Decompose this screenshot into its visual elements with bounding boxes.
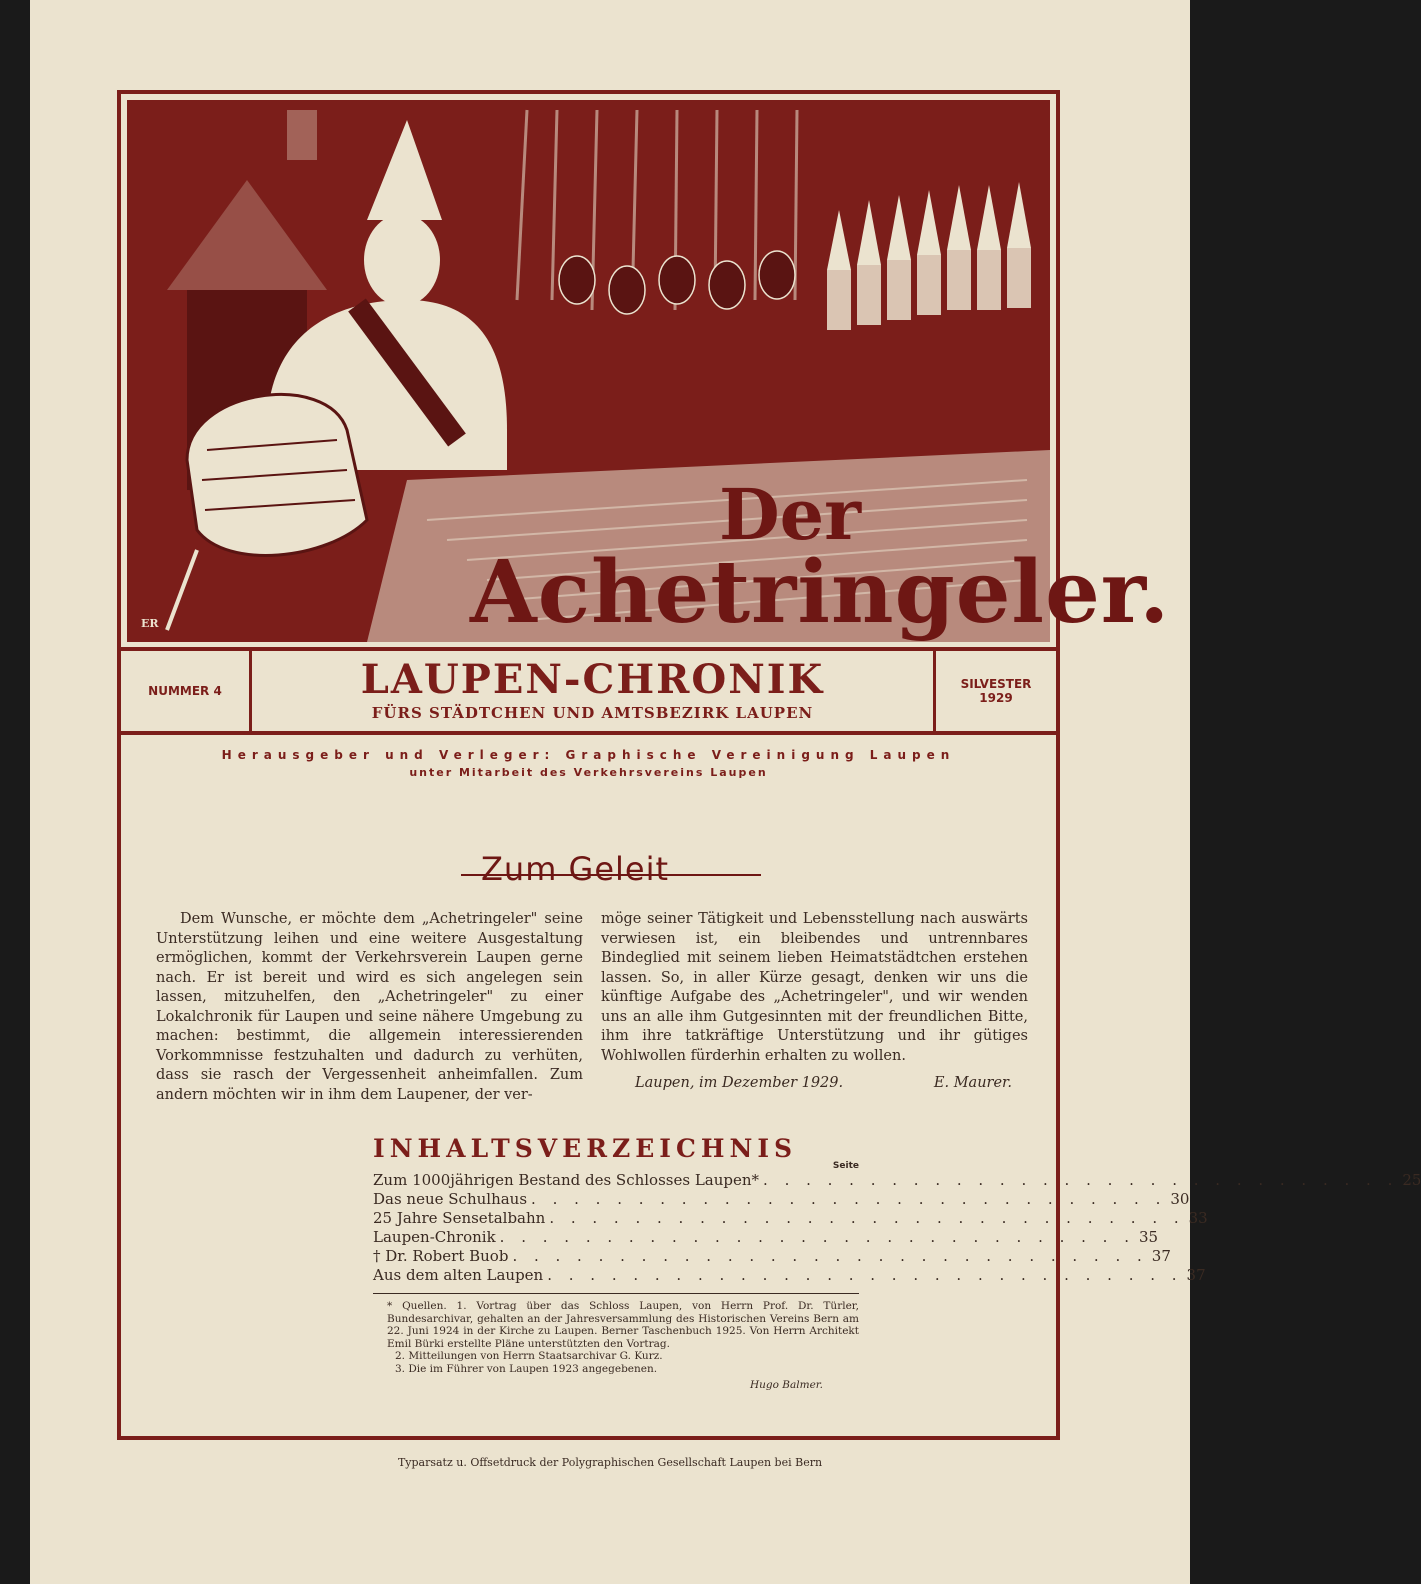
toc-entry-page: 35 [1139, 1228, 1159, 1246]
toc-footnote [373, 1300, 859, 1392]
toc-title: INHALTSVERZEICHNIS [373, 1134, 798, 1163]
issue-year: 1929 [979, 691, 1013, 705]
foreword-author: E. Maurer. [933, 1075, 1012, 1091]
page-frame [117, 90, 1421, 1440]
woodcut-illustration [127, 100, 1171, 643]
toc-entry-leader: . . . . . . . . . . . . . . . . . . . . . . . . . . . . . . [531, 1190, 1167, 1208]
foreword-heading-text: Zum Geleit [481, 850, 670, 888]
toc-list [373, 1171, 1421, 1285]
toc-entry-leader: . . . . . . . . . . . . . . . . . . . . . . . . . . . . . . [549, 1209, 1185, 1227]
chronicle-title: LAUPEN-CHRONIK [360, 656, 825, 703]
issue-number: NUMMER 4 [148, 684, 222, 698]
publisher-line-1: Herausgeber und Verleger: Graphische Vereinigung Laupen [221, 748, 956, 762]
footnote-3: 3. Die im Führer von Laupen 1923 angegebenen. [395, 1362, 658, 1375]
publisher-line-2: unter Mitarbeit des Verkehrsvereins Laupen [409, 766, 768, 779]
toc-entry [373, 1247, 1171, 1266]
toc-entry-title: 25 Jahre Sensetalbahn [373, 1209, 546, 1227]
chronicle-subtitle: FÜRS STÄDTCHEN UND AMTSBEZIRK LAUPEN [371, 704, 814, 722]
foreword-heading [461, 844, 781, 904]
toc-entry-page: 37 [1151, 1247, 1171, 1265]
footnote-2: 2. Mitteilungen von Herrn Staatsarchivar G. Kurz. [395, 1350, 663, 1362]
toc-entry [373, 1171, 1421, 1190]
toc-entry-title: † Dr. Robert Buob [373, 1247, 509, 1265]
toc-entry-leader: . . . . . . . . . . . . . . . . . . . . . . . . . . . . . . [499, 1228, 1135, 1246]
toc-entry-leader: . . . . . . . . . . . . . . . . . . . . . . . . . . . . . . [763, 1171, 1399, 1189]
toc-entry-title: Das neue Schulhaus [373, 1190, 528, 1208]
toc-entry-page: 33 [1188, 1209, 1208, 1227]
toc-entry-title: Laupen-Chronik [373, 1228, 496, 1246]
toc-entry-leader: . . . . . . . . . . . . . . . . . . . . . . . . . . . . . . [512, 1247, 1148, 1265]
table-of-contents [373, 1134, 1421, 1392]
toc-entry-page: 30 [1170, 1190, 1190, 1208]
footnote-signature: Hugo Balmer. [749, 1379, 823, 1391]
masthead-title-achetringeler: Achetringeler. [470, 542, 1171, 643]
foreword-column-left [156, 910, 583, 1105]
toc-entry-title: Aus dem alten Laupen [373, 1266, 544, 1284]
foreword-place-date: Laupen, im Dezember 1929. [635, 1075, 844, 1091]
toc-page-header: Seite [832, 1161, 859, 1171]
toc-entry [373, 1228, 1159, 1247]
toc-entry-leader: . . . . . . . . . . . . . . . . . . . . . . . . . . . . . . [547, 1266, 1183, 1284]
masthead-title-der: Der [718, 473, 862, 556]
foreword-column-right [601, 910, 1028, 1094]
footnote-1: * Quellen. 1. Vortrag über das Schloss Laupen, von Herrn Prof. Dr. Türler, Bundesarchivar, gehalten an der Jahresversammlung des Historischen Vereins Bern am 22. Juni 1924 in der Kirche zu Laupen. Berner Taschenbuch 1925. Von Herrn Architekt Emil Bürki erstellte Pläne unterstützten den Vortrag. [387, 1300, 859, 1350]
toc-divider [373, 1293, 859, 1294]
masthead-title [470, 473, 1171, 643]
printer-imprint: Typarsatz u. Offsetdruck der Polygraphischen Gesellschaft Laupen bei Bern [397, 1456, 823, 1469]
header-band [121, 647, 1056, 735]
foreword-left-text: Dem Wunsche, er möchte dem „Achetringeler" seine Unterstützung leihen und eine weitere Ausgestaltung ermöglichen, kommt der Verkehrsverein Laupen gerne nach. Er ist bereit und wird es sich angelegen sein lassen, mitzuhelfen, den „Achetringeler" zu einer Lokalchronik für Laupen und seine nähere Umgebung zu machen: bestimmt, die allgemein interessierenden Vorkommnisse festzuhalten und dadurch zu verhüten, dass sie rasch der Vergessenheit anheimfallen. Zum andern möchten wir in ihm dem Laupener, der ver- [156, 911, 583, 1103]
issue-occasion: SILVESTER [960, 677, 1032, 691]
page [30, 0, 1421, 1584]
toc-entry [373, 1209, 1208, 1228]
foreword-right-text: möge seiner Tätigkeit und Lebensstellung nach auswärts verwiesen ist, ein bleibendes und untrennbares Bindeglied mit seinem lieben Heimatstädtchen erstehen lassen. So, in aller Kürze gesagt, denken wir uns die künftige Aufgabe des „Achetringeler", und wir wenden uns an alle ihm Gutgesinnten mit der freundlichen Bitte, ihm ihre tatkräftige Unterstützung und ihr gütiges Wohlwollen fürderhin erhalten zu wollen. [601, 911, 1028, 1064]
toc-entry-page: 25 [1402, 1171, 1421, 1189]
toc-entry [373, 1190, 1190, 1209]
publisher-info [121, 748, 1056, 779]
toc-entry [373, 1266, 1206, 1285]
issue-date-block [936, 651, 1056, 731]
artist-monogram: ER [141, 617, 159, 630]
toc-entry-page: 37 [1186, 1266, 1206, 1284]
toc-entry-title: Zum 1000jährigen Bestand des Schlosses Laupen* [373, 1171, 760, 1189]
foreword-signature [601, 1074, 1028, 1094]
chronicle-title-block [249, 651, 936, 731]
